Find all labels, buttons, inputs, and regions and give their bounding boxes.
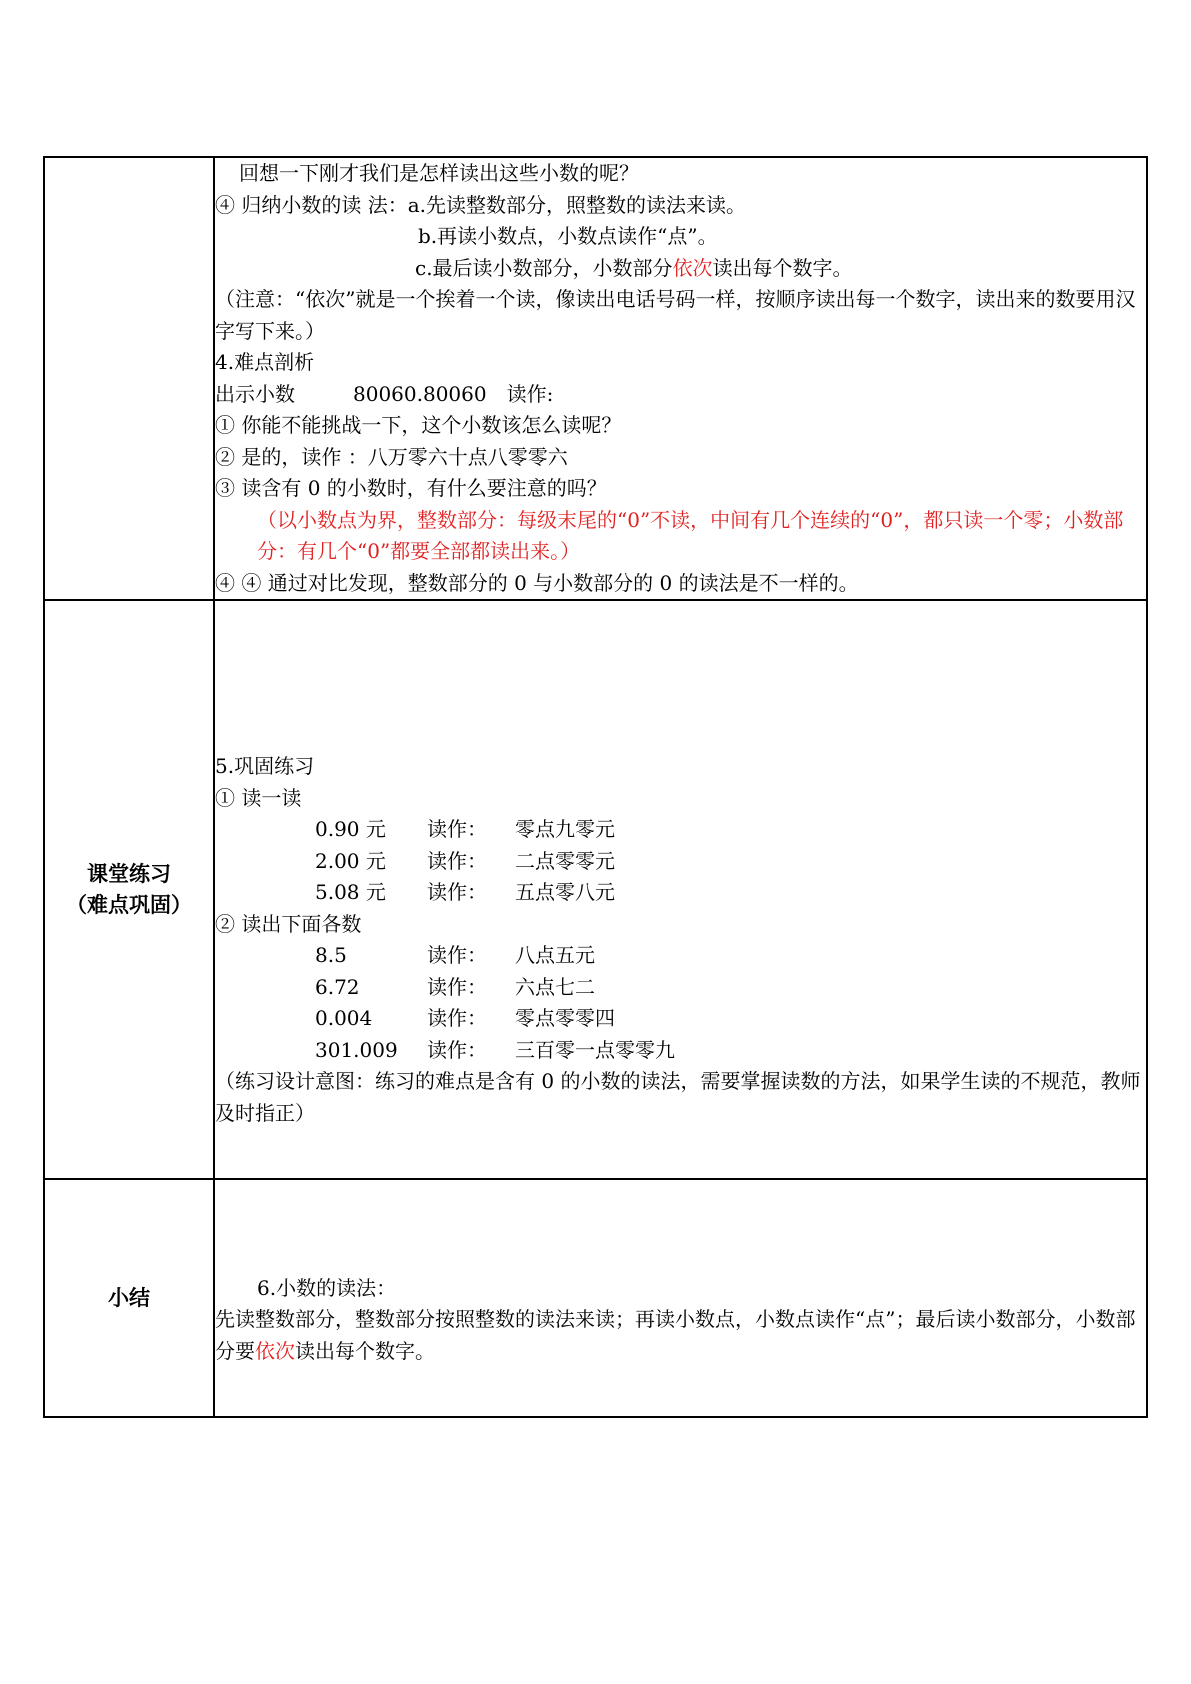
item-label: 读作： [427,974,487,999]
lesson-table [43,156,1148,1418]
item-label: 读作： [427,1006,487,1030]
example-decimal-line [215,379,1146,411]
example-number: 80060.80060 [353,381,487,406]
item-reading: 五点零八元 [515,880,615,904]
list-item [215,972,1146,1004]
item-number: 0.004 [315,1006,373,1030]
list-item [215,1003,1146,1035]
row-label-empty [44,157,214,600]
table-row-summary [44,1179,1147,1417]
list-item [215,877,1146,909]
comparison-conclusion: ④ ④ 通过对比发现，整数部分的 0 与小数部分的 0 的读法是不一样的。 [215,570,859,595]
item-reading: 二点零零元 [515,848,615,873]
table-row-reading-method [44,157,1147,600]
item-reading: 八点五元 [515,943,595,967]
item-reading: 零点九零元 [515,817,615,841]
row-label-practice [44,600,214,1179]
item-label: 读作： [427,848,487,873]
item-reading: 三百零一点零零九 [515,1037,675,1062]
recall-question: 回想一下刚才我们是怎样读出这些小数的呢？ [239,161,639,185]
zero-rule-note: （以小数点为界，整数部分：每级末尾的“0”不读，中间有几个连续的“0”，都只读一个零；小数部分：有几个“0”都要全部都读出来。） [257,507,1124,563]
section-title-difficulty: 4.难点剖析 [215,350,315,374]
item-label: 读作： [427,880,487,904]
item-label: 读作： [427,943,487,967]
summary-text [215,1304,1146,1367]
item-reading: 零点零零四 [515,1006,615,1030]
summary-step-b: b.再读小数点，小数点读作“点”。 [418,224,718,248]
summary-step-a: ④ 归纳小数的读 法：a.先读整数部分，照整数的读法来读。 [215,192,746,217]
item-number: 2.00 元 [315,848,386,873]
summary-text-b: 读出每个数字。 [295,1338,435,1363]
item-number: 6.72 [315,974,360,999]
practice-label: 课堂练习 [87,861,171,886]
example-label: 出示小数 [215,381,295,406]
design-intent-note: （练习设计意图：练习的难点是含有 0 的小数的读法，需要掌握读数的方法，如果学生读的不规范，教师及时指正） [215,1069,1141,1125]
summary-cell [214,1179,1147,1417]
summary-step-c [215,253,1146,285]
summary-text-a: 先读整数部分，整数部分按照整数的读法来读；再读小数点，小数点读作“点”；最后读小数部分，小数部分要 [215,1307,1136,1363]
table-row-practice [44,600,1147,1179]
zero-question: ③ 读含有 0 的小数时，有什么要注意的吗？ [215,476,607,500]
step-c-end: 读出每个数字。 [712,255,853,280]
list-item [215,846,1146,878]
item-label: 读作： [427,1037,487,1062]
item-number: 5.08 元 [315,880,386,904]
item-number: 8.5 [315,943,347,967]
item-number: 0.90 元 [315,817,386,841]
step-c-highlight: 依次 [672,255,713,280]
reading-method-cell [214,157,1147,600]
item-number: 301.009 [315,1037,398,1062]
list-item [215,940,1146,972]
summary-highlight: 依次 [255,1338,295,1363]
practice-title: 5.巩固练习 [215,754,315,778]
part2-title: ② 读出下面各数 [215,911,362,936]
part1-title: ① 读一读 [215,785,302,810]
row-label-summary: 小结 [44,1179,214,1417]
attention-note: （注意：“依次”就是一个挨着一个读，像读出电话号码一样，按顺序读出每一个数字，读出来的数要用汉字写下来。） [215,287,1136,343]
challenge-question: ① 你能不能挑战一下，这个小数该怎么读呢？ [215,413,622,437]
practice-cell [214,600,1147,1179]
item-reading: 六点七二 [515,974,595,999]
list-item [215,814,1146,846]
item-label: 读作： [427,817,487,841]
answer-line: ② 是的，读作 ：八万零六十点八零零六 [215,444,568,469]
summary-title: 6.小数的读法： [257,1275,397,1300]
step-c-text: c.最后读小数部分，小数部分 [415,255,673,280]
practice-sublabel: （难点巩固） [66,892,192,917]
example-read-label: 读作: [506,381,554,406]
list-item [215,1035,1146,1067]
